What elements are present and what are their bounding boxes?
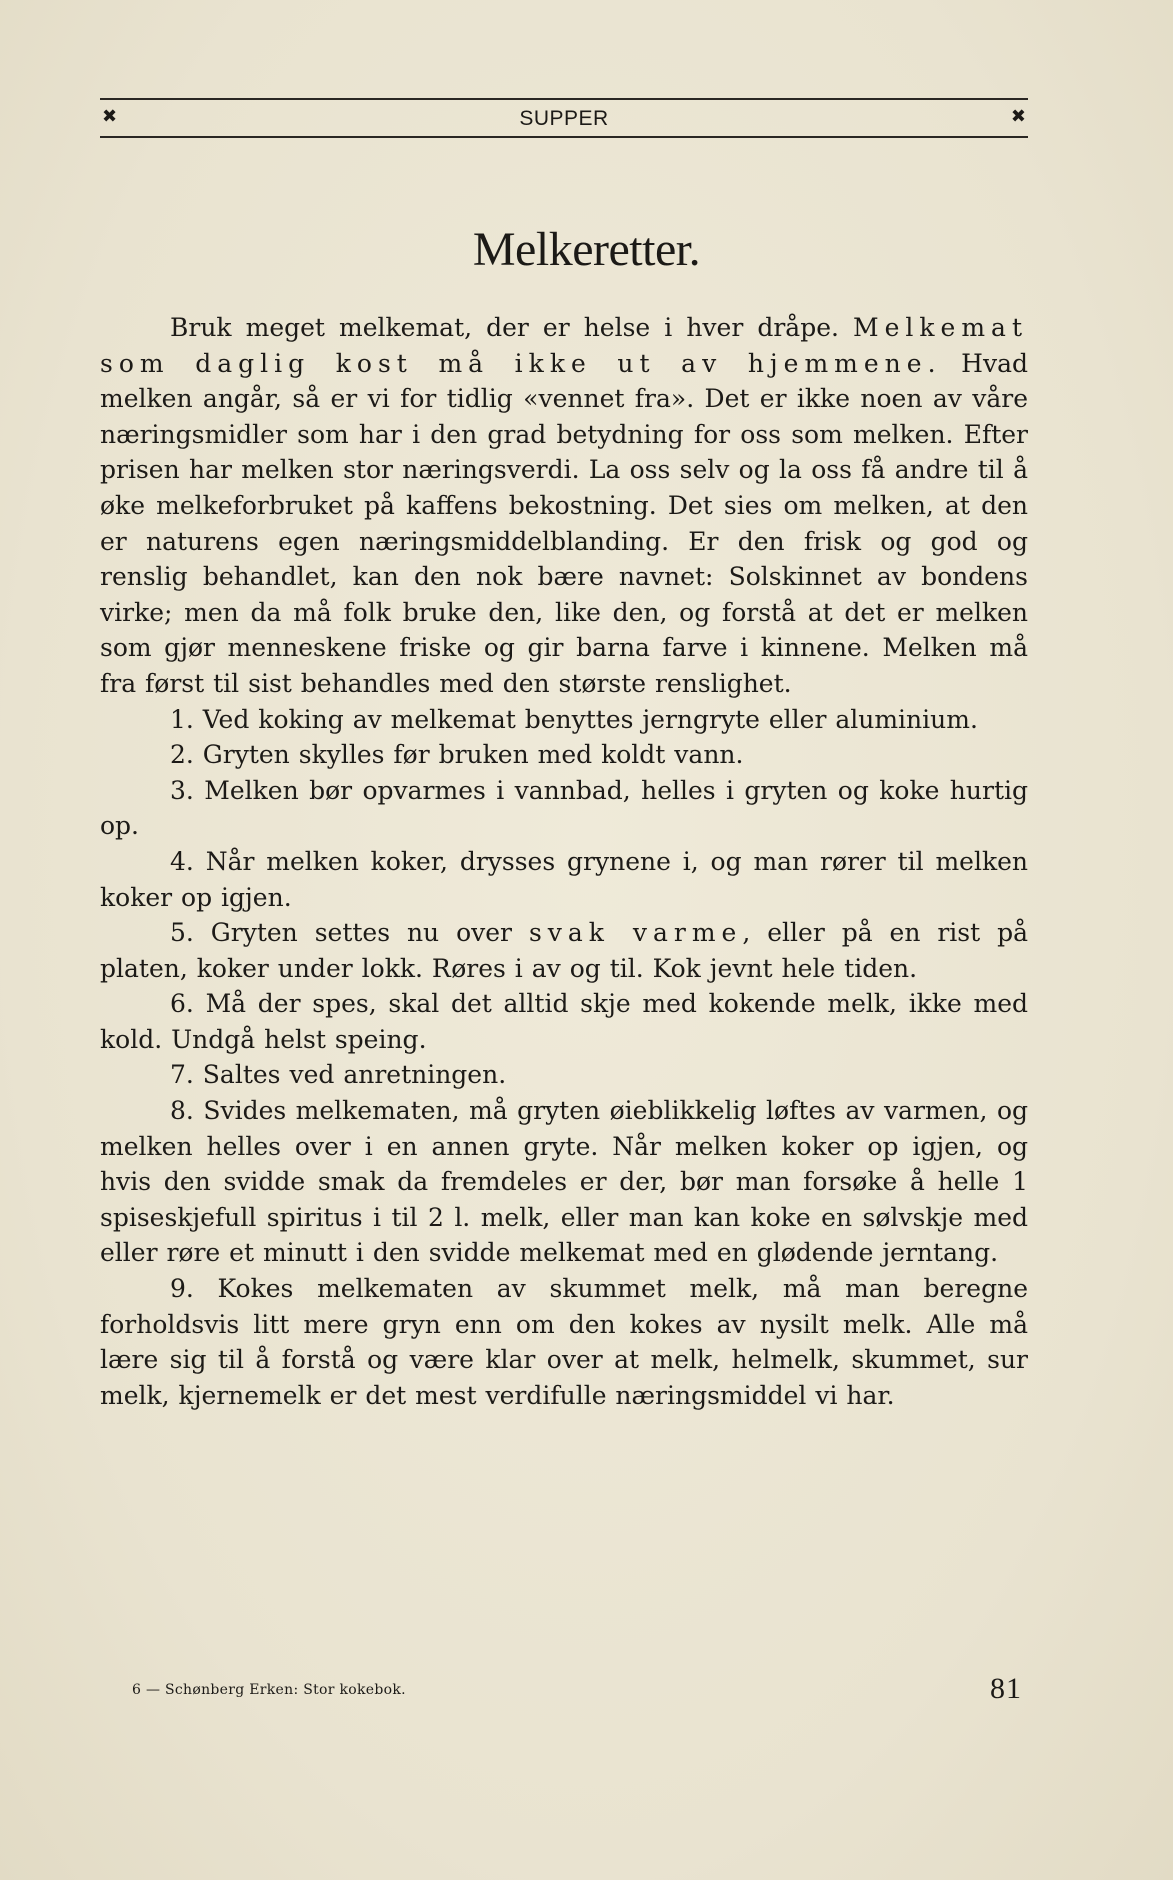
rule-3: 3. Melken bør opvarmes i vannbad, helles i gryten og koke hurtig op. <box>100 775 1028 841</box>
rule-1: 1. Ved koking av melkemat benyttes jerngryte eller aluminium. <box>170 704 978 734</box>
rule-6: 6. Må der spes, skal det alltid skje med kokende melk, ikke med kold. Undgå helst speing. <box>100 989 1028 1054</box>
rule-5-after: , eller på en rist på platen, koker under lokk. Røres i av og til. Kok jevnt hele tiden. <box>100 918 1028 983</box>
rule-5 <box>100 915 1028 986</box>
rule-9: 9. Kokes melkematen av skummet melk, må man beregne forholdsvis litt mere gryn enn om den kokes av nysilt melk. Alle må lære sig til å forstå og være klar over at melk, helmelk, skummet, sur melk, kjernemelk er det mest verdifulle næringsmiddel vi har. <box>100 1274 1028 1410</box>
rule-7: 7. Saltes ved anretningen. <box>170 1060 507 1090</box>
intro-part-2: Hvad melken angår, så er vi for tidlig «vennet fra». Det er ikke noen av våre næringsmidler som har i den grad betydning for oss som melken. Efter prisen har melken stor næringsverdi. La oss selv og la oss få andre til å øke melkeforbruket på kaffens bekostning. Det sies om melken, at den er naturens egen næringsmiddelblanding. Er den frisk og god og renslig behandlet, kan den nok bære navnet: Solskinnet av bondens virke; men da må folk bruke den, like den, og forstå at det er melken som gjør menneskene friske og gir barna farve i kinnene. Melken må fra først til sist behandles med den største renslighet. <box>100 348 1028 698</box>
intro-part-1: Bruk meget melkemat, der er helse i hver dråpe. <box>170 313 853 342</box>
header-right-ornament: ✖ <box>1010 106 1026 127</box>
rule-2: 2. Gryten skylles før bruken med koldt vann. <box>170 740 744 770</box>
body-text <box>100 310 1028 1413</box>
intro-paragraph <box>100 310 1028 702</box>
printer-signature: 6 — Schønberg Erken: Stor kokebok. <box>132 1682 406 1698</box>
chapter-title: Melkeretter. <box>472 223 701 276</box>
page-number: 81 <box>990 1672 1022 1705</box>
rule-8: 8. Svides melkematen, må gryten øieblikkelig løftes av varmen, og melken helles over i en annen gryte. Når melken koker op igjen, og hvis den svidde smak da fremdeles er der, bør man forsøke å helle 1 spiseskjefull spiritus i til 2 l. melk, eller man kan koke en sølvskje med eller røre et minutt i den svidde melkemat med en glødende jerntang. <box>100 1096 1028 1268</box>
running-header <box>100 98 1028 138</box>
rule-4: 4. Når melken koker, drysses grynene i, og man rører til melken koker op igjen. <box>100 846 1028 912</box>
rule-5-before: 5. Gryten settes nu over <box>170 918 529 948</box>
rule-5-spaced-emphasis: svak varme <box>528 918 743 948</box>
header-left-ornament: ✖ <box>102 106 118 127</box>
header-title: SUPPER <box>519 107 609 130</box>
intro-spaced-emphasis: Melkemat som daglig kost må ikke ut av hjemmene. <box>100 313 1028 378</box>
